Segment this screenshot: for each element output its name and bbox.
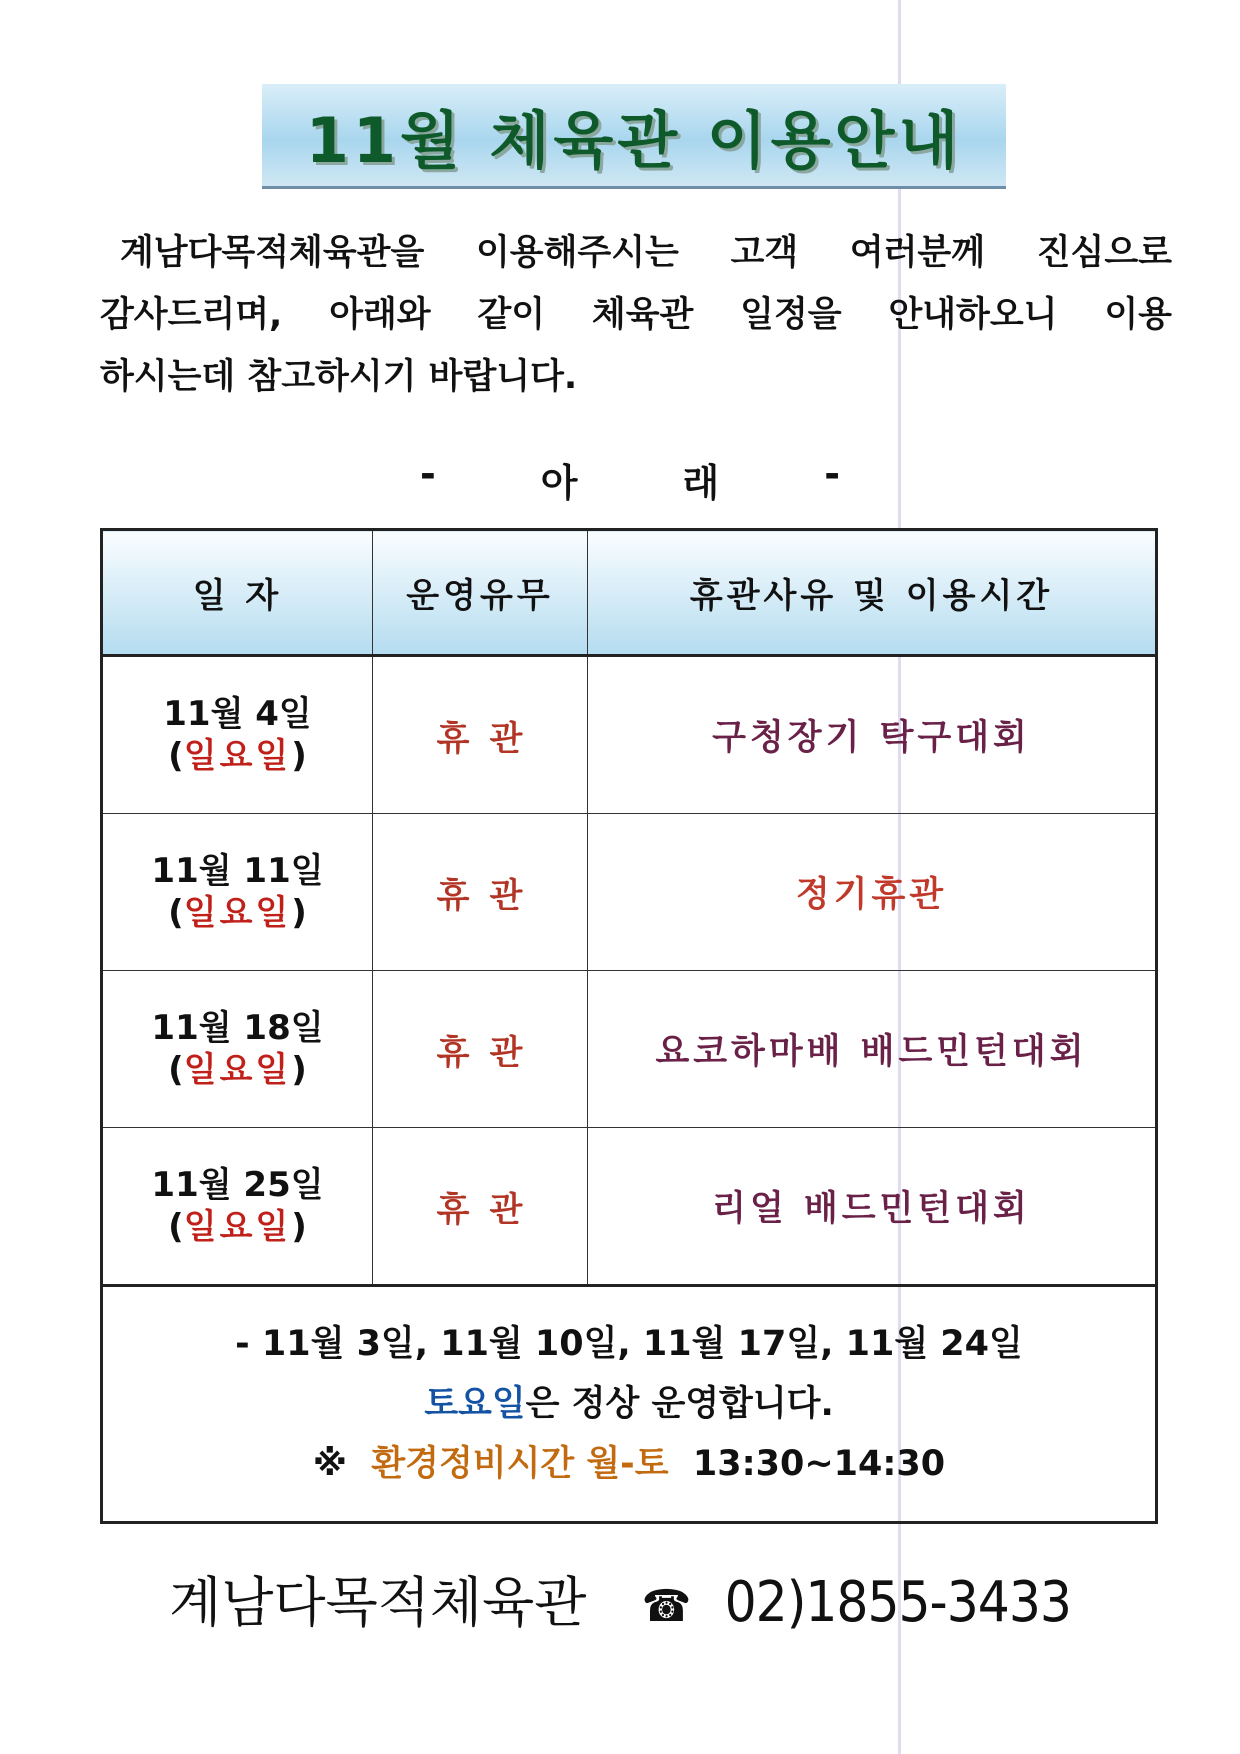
weekday-label: 일요일 <box>183 893 292 933</box>
page-title: 11월 체육관 이용안내 <box>305 103 963 177</box>
date-text: 11월 25일 <box>151 1165 324 1205</box>
date-text: 11월 18일 <box>151 1008 324 1048</box>
intro-word: 이용해주시는 <box>475 233 679 273</box>
status-cell: 휴관 <box>373 971 588 1128</box>
intro-word: 일정을 <box>740 295 842 335</box>
date-cell <box>102 971 373 1128</box>
date-cell <box>102 1128 373 1286</box>
paren-open: ( <box>168 1050 184 1090</box>
paren-close: ) <box>291 893 307 933</box>
footer-contact <box>0 1560 1240 1637</box>
paren-open: ( <box>168 893 184 933</box>
paren-open: ( <box>168 1207 184 1247</box>
weekday-label: 일요일 <box>183 736 292 776</box>
notice-saturday-open <box>104 1374 1154 1434</box>
intro-word: 이용 <box>1104 295 1172 335</box>
telephone-icon: ☎ <box>641 1580 692 1632</box>
notice-saturday-dates: - 11월 3일, 11월 10일, 11월 17일, 11월 24일 <box>235 1324 1023 1364</box>
intro-line-3: 하시는데 참고하시기 바랍니다. <box>100 357 578 397</box>
saturday-text: 은 정상 운영합니다. <box>525 1384 834 1424</box>
intro-word: 같이 <box>477 295 546 335</box>
paren-close: ) <box>291 1050 307 1090</box>
intro-word: 체육관 <box>591 295 694 335</box>
reason-cell: 정기휴관 <box>588 814 1157 971</box>
intro-line-1 <box>100 222 1172 284</box>
status-cell: 휴관 <box>373 1128 588 1286</box>
date-cell <box>102 656 373 814</box>
status-cell: 휴관 <box>373 656 588 814</box>
paren-close: ) <box>291 1207 307 1247</box>
date-cell <box>102 814 373 971</box>
notice-row <box>102 1286 1157 1523</box>
paren-close: ) <box>291 736 307 776</box>
intro-word: 감사드리며, <box>100 295 283 335</box>
heading-dash: - <box>824 452 840 496</box>
notice-maintenance <box>104 1434 1154 1494</box>
weekday-text <box>104 735 371 777</box>
reference-mark: ※ <box>312 1444 347 1484</box>
weekday-label: 일요일 <box>183 1050 292 1090</box>
weekday-label: 일요일 <box>183 1207 292 1247</box>
table-row <box>102 1128 1157 1286</box>
table-header-row <box>102 530 1157 656</box>
intro-word: 진심으로 <box>1036 233 1172 273</box>
footer-org-name: 계남다목적체육관 <box>169 1571 587 1634</box>
heading-char: 아 <box>540 461 578 505</box>
intro-word: 아래와 <box>329 295 431 335</box>
intro-paragraph <box>100 222 1172 408</box>
title-banner <box>262 84 1006 186</box>
reason-cell: 구청장기 탁구대회 <box>588 656 1157 814</box>
notice-cell <box>102 1286 1157 1523</box>
intro-word: 계남다목적체육관을 <box>120 233 425 273</box>
paren-open: ( <box>168 736 184 776</box>
intro-word: 안내하오니 <box>888 295 1058 335</box>
table-row <box>102 971 1157 1128</box>
below-heading <box>420 452 840 507</box>
reason-cell: 요코하마배 배드민턴대회 <box>588 971 1157 1128</box>
schedule-table <box>100 528 1158 1524</box>
status-cell: 휴관 <box>373 814 588 971</box>
intro-word: 여러분께 <box>849 233 986 273</box>
weekday-text <box>104 1206 371 1248</box>
saturday-label: 토요일 <box>424 1384 526 1424</box>
maintenance-label: 환경정비시간 월-토 <box>371 1444 669 1484</box>
weekday-text <box>104 1049 371 1091</box>
maintenance-time: 13:30~14:30 <box>692 1444 946 1484</box>
table-row <box>102 656 1157 814</box>
header-reason: 휴관사유 및 이용시간 <box>588 530 1157 656</box>
heading-char: 래 <box>682 461 720 505</box>
intro-line-2 <box>100 284 1172 346</box>
reason-cell: 리얼 배드민턴대회 <box>588 1128 1157 1286</box>
weekday-text <box>104 892 371 934</box>
header-date: 일 자 <box>102 530 373 656</box>
footer-phone-number: 02)1855-3433 <box>724 1570 1071 1635</box>
date-text: 11월 11일 <box>151 851 324 891</box>
date-text: 11월 4일 <box>163 694 312 734</box>
header-status: 운영유무 <box>373 530 588 656</box>
heading-dash: - <box>420 452 436 496</box>
table-row <box>102 814 1157 971</box>
intro-word: 고객 <box>730 233 799 273</box>
